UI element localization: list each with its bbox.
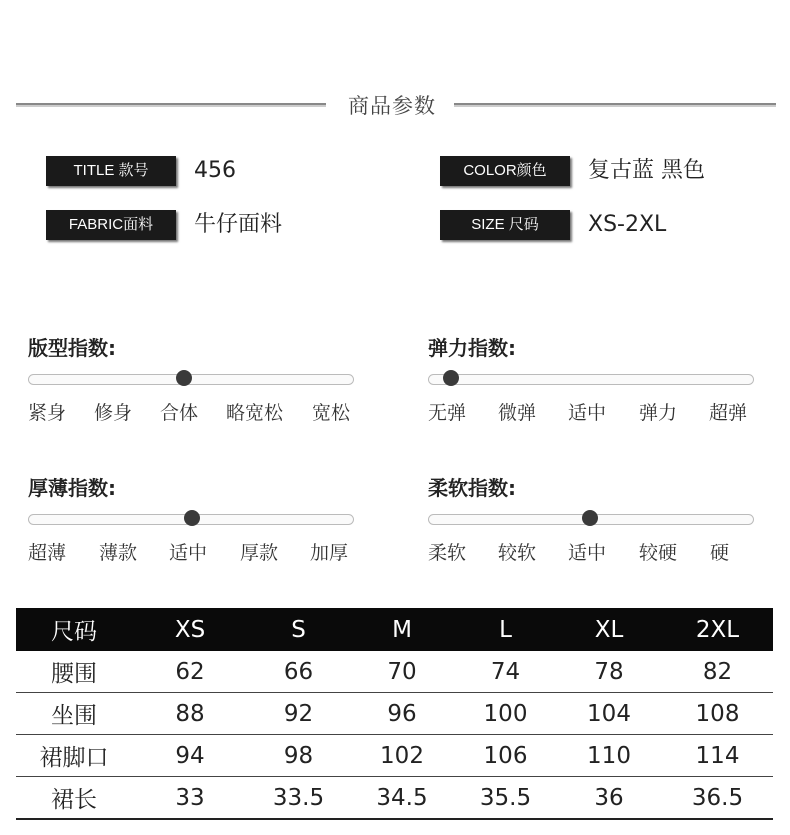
table-row xyxy=(16,777,773,820)
table-cell: 88 xyxy=(132,693,248,735)
index-levels xyxy=(28,398,368,426)
table-cell: 裙长 xyxy=(16,777,132,820)
table-cell: 106 xyxy=(455,735,556,777)
level-label: 加厚 xyxy=(310,542,349,564)
header-cell: M xyxy=(349,608,455,651)
table-cell: 96 xyxy=(349,693,455,735)
size-table xyxy=(16,608,773,820)
table-cell: 92 xyxy=(248,693,349,735)
header-cell: 尺码 xyxy=(16,608,132,651)
table-cell: 94 xyxy=(132,735,248,777)
level-label: 硬 xyxy=(710,542,730,564)
index-label: 厚薄指数: xyxy=(28,476,116,500)
level-label: 宽松 xyxy=(312,402,351,424)
size-table-header xyxy=(16,608,773,651)
index-track xyxy=(28,374,354,385)
table-cell: 78 xyxy=(556,651,662,693)
index-levels xyxy=(28,538,368,566)
index-label: 弹力指数: xyxy=(428,336,516,360)
level-label: 适中 xyxy=(568,542,607,564)
param-value-color: 复古蓝 黑色 xyxy=(588,158,705,183)
header-cell: XS xyxy=(132,608,248,651)
table-row xyxy=(16,693,773,735)
section-title-row xyxy=(16,90,776,120)
level-label: 修身 xyxy=(94,402,133,424)
header-cell: L xyxy=(455,608,556,651)
header-cell: S xyxy=(248,608,349,651)
param-value-fabric: 牛仔面料 xyxy=(194,212,283,237)
table-cell: 104 xyxy=(556,693,662,735)
level-label: 较硬 xyxy=(639,542,678,564)
table-cell: 33.5 xyxy=(248,777,349,820)
index-track xyxy=(428,514,754,525)
title-divider-right xyxy=(454,103,776,107)
index-marker xyxy=(443,370,459,386)
param-value-size: XS-2XL xyxy=(588,212,667,237)
table-cell: 33 xyxy=(132,777,248,820)
index-track xyxy=(28,514,354,525)
table-cell: 坐围 xyxy=(16,693,132,735)
level-label: 厚款 xyxy=(240,542,279,564)
level-label: 超薄 xyxy=(28,542,67,564)
param-fabric xyxy=(46,210,366,240)
level-label: 柔软 xyxy=(428,542,467,564)
level-label: 适中 xyxy=(169,542,208,564)
level-label: 略宽松 xyxy=(226,402,284,424)
index-marker xyxy=(184,510,200,526)
level-label: 较软 xyxy=(498,542,537,564)
section-title: 商品参数 xyxy=(348,94,436,118)
level-label: 薄款 xyxy=(99,542,138,564)
table-cell: 62 xyxy=(132,651,248,693)
title-divider-left xyxy=(16,103,326,107)
level-label: 适中 xyxy=(568,402,607,424)
param-tag-size: SIZE 尺码 xyxy=(440,210,570,240)
index-track xyxy=(428,374,754,385)
param-value-title: 456 xyxy=(194,158,236,183)
level-label: 合体 xyxy=(160,402,199,424)
table-cell: 114 xyxy=(662,735,773,777)
table-cell: 98 xyxy=(248,735,349,777)
table-cell: 82 xyxy=(662,651,773,693)
table-cell: 74 xyxy=(455,651,556,693)
table-cell: 66 xyxy=(248,651,349,693)
param-title xyxy=(46,156,366,186)
index-levels xyxy=(428,538,768,566)
table-cell: 110 xyxy=(556,735,662,777)
index-label: 版型指数: xyxy=(28,336,116,360)
table-cell: 腰围 xyxy=(16,651,132,693)
index-marker xyxy=(176,370,192,386)
level-label: 弹力 xyxy=(639,402,678,424)
index-softness xyxy=(428,472,758,582)
table-cell: 36 xyxy=(556,777,662,820)
table-cell: 35.5 xyxy=(455,777,556,820)
table-cell: 70 xyxy=(349,651,455,693)
index-thickness xyxy=(28,472,358,582)
level-label: 微弹 xyxy=(498,402,537,424)
table-cell: 36.5 xyxy=(662,777,773,820)
param-color xyxy=(440,156,770,186)
level-label: 超弹 xyxy=(709,402,748,424)
param-size xyxy=(440,210,770,240)
header-cell: XL xyxy=(556,608,662,651)
index-label: 柔软指数: xyxy=(428,476,516,500)
table-row xyxy=(16,735,773,777)
index-levels xyxy=(428,398,768,426)
table-row xyxy=(16,651,773,693)
param-tag-color: COLOR颜色 xyxy=(440,156,570,186)
table-cell: 102 xyxy=(349,735,455,777)
param-tag-title: TITLE 款号 xyxy=(46,156,176,186)
table-cell: 108 xyxy=(662,693,773,735)
param-tag-fabric: FABRIC面料 xyxy=(46,210,176,240)
table-cell: 100 xyxy=(455,693,556,735)
table-cell: 34.5 xyxy=(349,777,455,820)
index-marker xyxy=(582,510,598,526)
level-label: 紧身 xyxy=(28,402,67,424)
index-fit xyxy=(28,332,358,442)
header-cell: 2XL xyxy=(662,608,773,651)
level-label: 无弹 xyxy=(428,402,467,424)
index-elasticity xyxy=(428,332,758,442)
table-cell: 裙脚口 xyxy=(16,735,132,777)
